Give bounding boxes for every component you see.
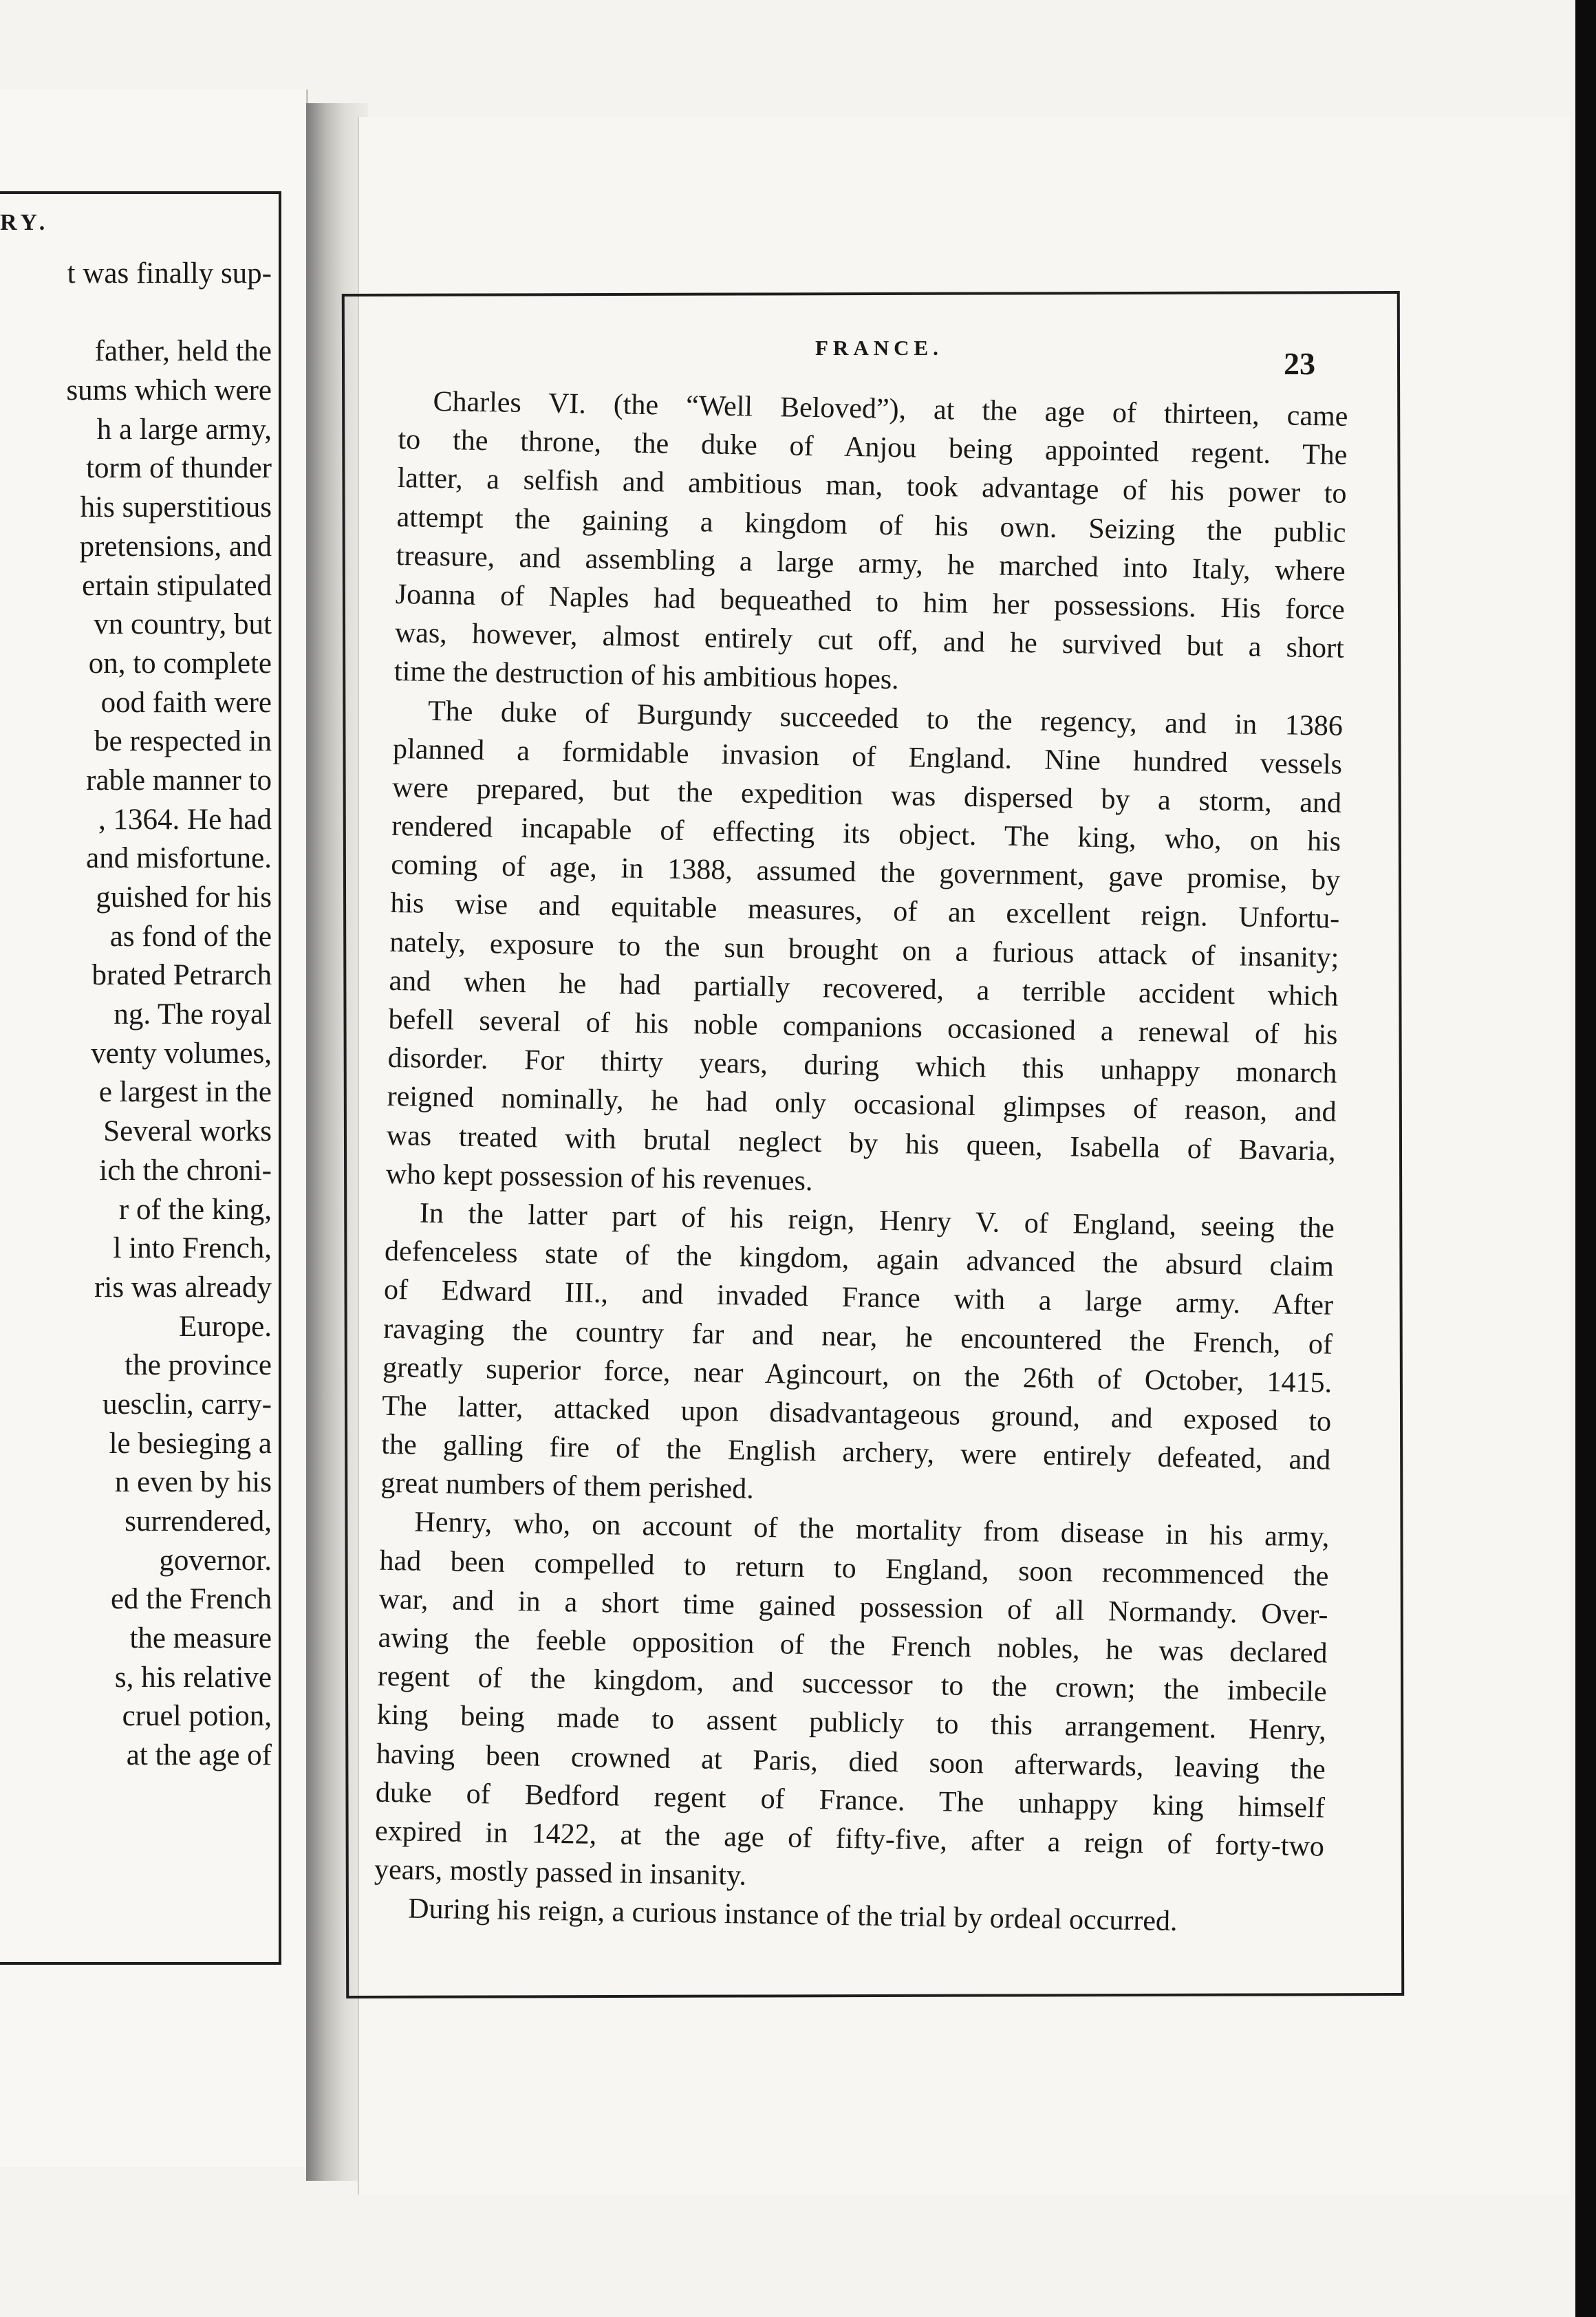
body-text-line: latter, a selfish and ambitious man, took advantage of his power to xyxy=(397,462,1347,510)
body-text-line: rendered incapable of effecting its object. The king, who, on his xyxy=(391,810,1341,858)
body-text-line: Henry, who, on account of the mortality from disease in his army, xyxy=(414,1507,1330,1554)
body-text-line: his wise and equitable measures, of an excellent reign. Unfortu- xyxy=(390,887,1340,936)
left-running-head: RY. xyxy=(0,210,50,235)
body-text-line: awing the feeble opposition of the French nobles, he was declared xyxy=(378,1621,1328,1670)
left-text-line: Europe. xyxy=(179,1310,272,1343)
left-text-line: ris was already xyxy=(94,1271,272,1304)
body-text-line: were prepared, but the expedition was dispersed by a storm, and xyxy=(391,771,1342,819)
left-page-text xyxy=(0,255,272,1776)
body-text-line: reigned nominally, he had only occasional glimpses of reason, and xyxy=(387,1081,1337,1129)
body-text-line: time the destruction of his ambitious hopes. xyxy=(393,656,900,696)
body-text-line: expired in 1422, at the age of fifty-five, after a reign of forty-two xyxy=(374,1815,1325,1863)
body-text-line: ravaging the country far and near, he encountered the French, of xyxy=(382,1313,1333,1361)
left-text-line: , 1364. He had xyxy=(98,803,272,836)
page-number: 23 xyxy=(1284,346,1315,381)
left-text-line: be respected in xyxy=(94,725,272,758)
left-text-line: rable manner to xyxy=(86,764,272,797)
body-text-line: Joanna of Naples had bequeathed to him her possessions. His force xyxy=(395,578,1346,626)
body-text-line: had been compelled to return to England, soon recommenced the xyxy=(379,1544,1329,1593)
body-text-line: king being made to assent publicly to this arrangement. Henry, xyxy=(376,1699,1327,1747)
left-text-line: the measure xyxy=(129,1622,272,1655)
left-text-line: s, his relative xyxy=(114,1661,272,1694)
left-text-line: surrendered, xyxy=(125,1505,272,1538)
body-text-line: war, and in a short time gained possession of all Normandy. Over- xyxy=(378,1583,1328,1631)
left-text-line: father, held the xyxy=(94,335,272,368)
body-text-line: to the throne, the duke of Anjou being appointed regent. The xyxy=(398,424,1348,472)
running-head: FRANCE. xyxy=(815,336,943,360)
body-text-line: During his reign, a curious instance of the trial by ordeal occurred. xyxy=(407,1893,1178,1938)
left-text-line: guished for his xyxy=(96,881,272,914)
left-text-line: and misfortune. xyxy=(86,842,272,875)
body-text-line: great numbers of them perished. xyxy=(380,1467,755,1506)
body-text-line: treasure, and assembling a large army, he marched into Italy, where xyxy=(396,539,1346,588)
left-text-line: torm of thunder xyxy=(86,452,272,485)
body-text-line: and when he had partially recovered, a terrible accident which xyxy=(389,964,1339,1013)
body-text-line: years, mostly passed in insanity. xyxy=(374,1853,747,1892)
left-text-line: his superstitious xyxy=(80,491,272,524)
scan-edge xyxy=(1575,0,1596,2317)
left-text-line: ich the chroni- xyxy=(99,1154,272,1187)
left-text-line xyxy=(0,294,272,333)
left-text-line: pretensions, and xyxy=(79,530,272,563)
body-text-line: In the latter part of his reign, Henry V. of England, seeing the xyxy=(419,1197,1335,1244)
page-body-text xyxy=(374,382,1348,1943)
left-text-line: governor. xyxy=(159,1544,272,1577)
left-text-line: l into French, xyxy=(113,1232,272,1265)
left-text-line: t was finally sup- xyxy=(67,257,272,290)
body-text-line: greatly superior force, near Agincourt, on the 26th of October, 1415. xyxy=(382,1351,1333,1399)
left-text-line: as fond of the xyxy=(109,920,272,953)
body-text-line: the galling fire of the English archery, were entirely defeated, and xyxy=(381,1428,1331,1476)
left-text-line: at the age of xyxy=(126,1739,272,1772)
body-text-line: was treated with brutal neglect by his queen, Isabella of Bavaria, xyxy=(386,1119,1337,1167)
left-text-line: on, to complete xyxy=(88,647,272,680)
left-text-line: sums which were xyxy=(66,374,272,407)
body-text-line: having been crowned at Paris, died soon afterwards, leaving the xyxy=(376,1738,1326,1786)
left-text-line: ertain stipulated xyxy=(82,569,272,602)
body-text-line: The duke of Burgundy succeeded to the regency, and in 1386 xyxy=(427,695,1344,742)
left-text-line: Several works xyxy=(103,1115,272,1148)
left-text-line: vn country, but xyxy=(94,608,272,641)
body-text-line: defenceless state of the kingdom, again advanced the absurd claim xyxy=(384,1235,1335,1283)
left-text-line: n even by his xyxy=(114,1466,272,1499)
left-text-line: venty volumes, xyxy=(91,1037,272,1070)
body-text-line: attempt the gaining a kingdom of his own. Seizing the public xyxy=(396,501,1346,549)
body-text-line: The latter, attacked upon disadvantageous ground, and exposed to xyxy=(381,1390,1332,1438)
body-text-line: nately, exposure to the sun brought on a furious attack of insanity; xyxy=(389,926,1339,974)
body-text-line: duke of Bedford regent of France. The unhappy king himself xyxy=(375,1776,1326,1824)
left-text-line: ng. The royal xyxy=(114,998,272,1031)
left-text-line: brated Petrarch xyxy=(91,959,272,992)
left-text-line: the province xyxy=(125,1349,272,1382)
left-text-line: ood faith were xyxy=(100,686,272,719)
left-text-line: le besieging a xyxy=(109,1427,272,1460)
body-text-line: of Edward III., and invaded France with a large army. After xyxy=(383,1274,1334,1322)
body-text-line: planned a formidable invasion of England. Nine hundred vessels xyxy=(392,733,1343,781)
left-text-line: e largest in the xyxy=(98,1076,272,1109)
body-text-line: Charles VI. (the “Well Beloved”), at the age of thirteen, came xyxy=(433,385,1348,433)
left-text-line: uesclin, carry- xyxy=(103,1388,272,1421)
left-text-line: h a large army, xyxy=(96,413,272,446)
body-text-line: coming of age, in 1388, assumed the government, gave promise, by xyxy=(390,849,1341,897)
body-text-line: who kept possession of his revenues. xyxy=(385,1158,813,1197)
body-text-line: disorder. For thirty years, during which this unhappy monarch xyxy=(387,1042,1337,1090)
body-text-line: befell several of his noble companions occasioned a renewal of his xyxy=(388,1003,1338,1051)
left-text-line: cruel potion, xyxy=(122,1700,272,1733)
body-text-line: regent of the kingdom, and successor to the crown; the imbecile xyxy=(377,1660,1327,1708)
left-text-line: ed the French xyxy=(110,1583,272,1616)
body-text-line: was, however, almost entirely cut off, and he survived but a short xyxy=(394,617,1345,665)
left-text-line: r of the king, xyxy=(118,1193,272,1226)
